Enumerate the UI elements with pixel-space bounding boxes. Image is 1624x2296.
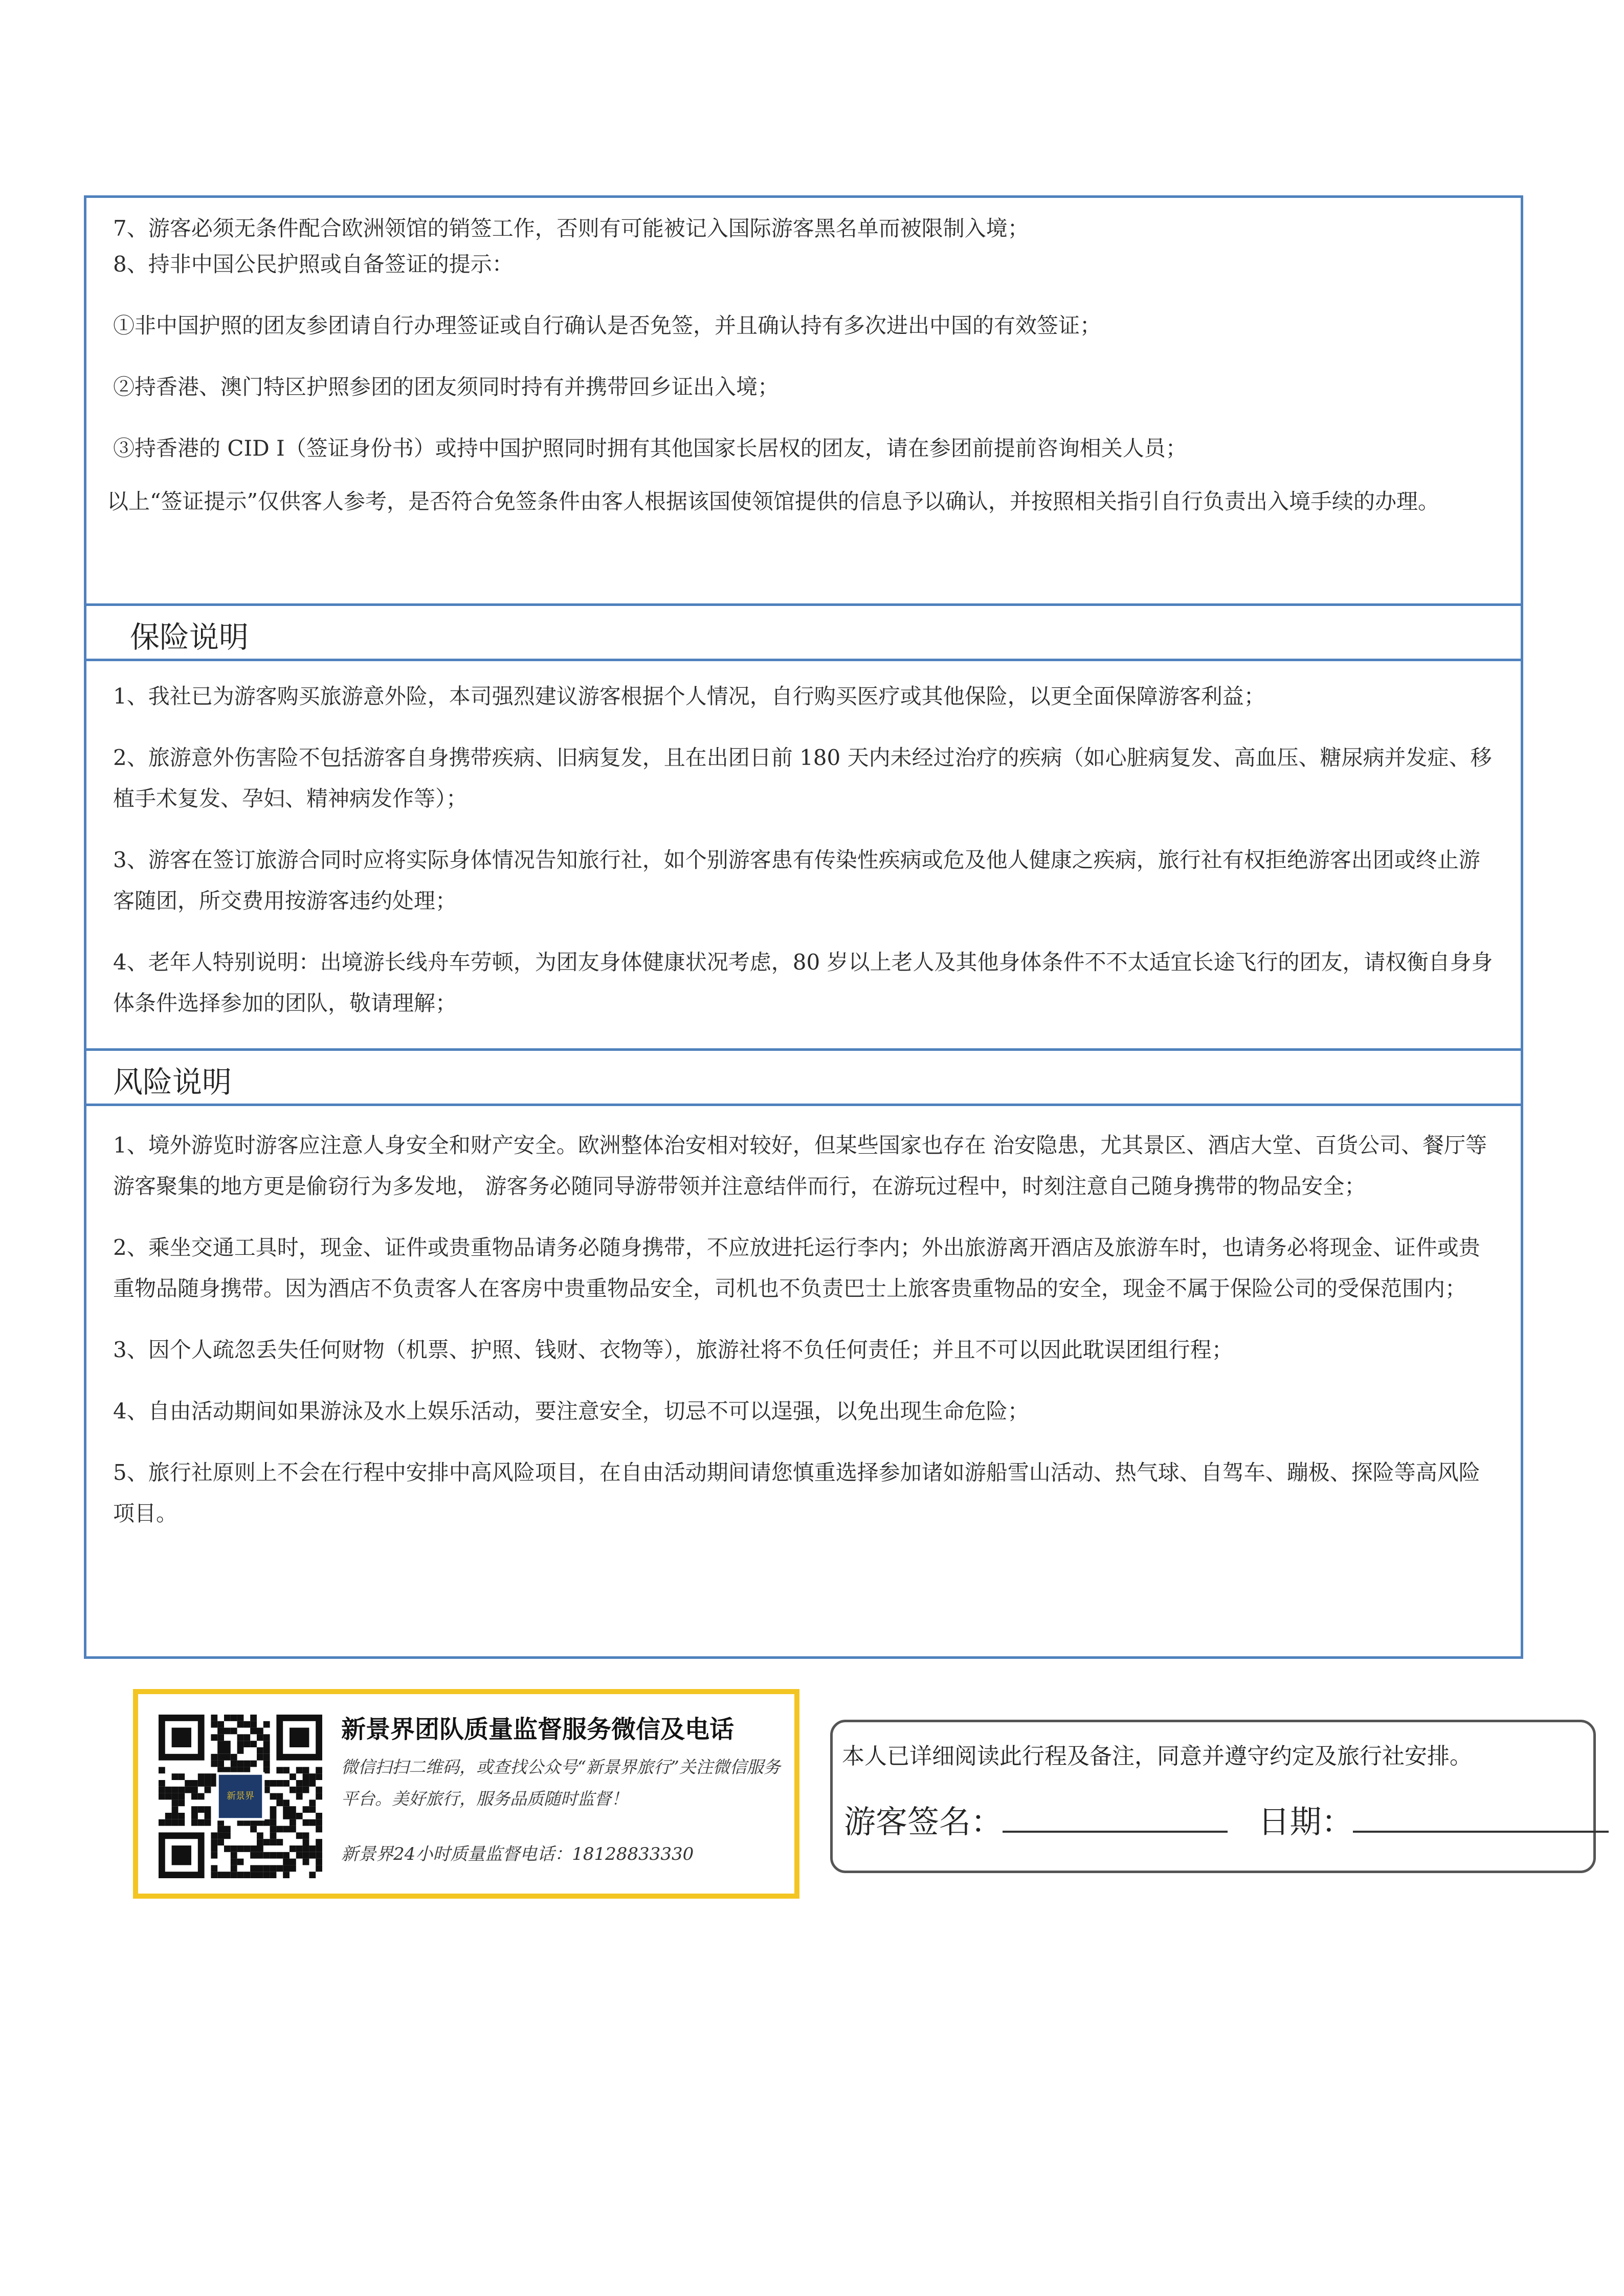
date-label: 日期： (1258, 1803, 1353, 1840)
visa-item-7: 7、游客必须无条件配合欧洲领馆的销签工作，否则有可能被记入国际游客黑名单而被限制入境； (113, 216, 1029, 241)
visa-note: 以上“签证提示”仅供客人参考，是否符合免签条件由客人根据该国使领馆提供的信息予以确认，并按照相关指引自行负责出入境手续的办理。 (107, 489, 1439, 514)
insurance-section (86, 676, 1521, 1024)
qr-card-title: 新景界团队质量监督服务微信及电话 (341, 1715, 735, 1744)
insurance-item-3: 3、游客在签订旅游合同时应将实际身体情况告知旅行社，如个别游客患有传染性疾病或危及他人健康之疾病，旅行社有权拒绝游客出团或终止游客随团，所交费用按游客违约处理； (113, 847, 1480, 913)
risk-section (86, 1125, 1521, 1534)
qr-card-description: 微信扫扫二维码，或查找公众号“新景界旅行”关注微信服务平台。美好旅行，服务品质随时监督！ (341, 1757, 781, 1809)
signature-field[interactable] (1003, 1826, 1228, 1833)
qr-logo-text: 新景界 (227, 1791, 254, 1802)
risk-item-4: 4、自由活动期间如果游泳及水上娱乐活动，要注意安全，切忌不可以逞强，以免出现生命危险； (113, 1399, 1029, 1424)
date-field[interactable] (1353, 1826, 1609, 1833)
wechat-qr-code-icon[interactable] (159, 1715, 322, 1878)
agreement-statement: 本人已详细阅读此行程及备注，同意并遵守约定及旅行社安排。 (842, 1743, 1472, 1769)
qr-card-phone: 新景界24小时质量监督电话：18128833330 (341, 1844, 694, 1864)
signature-row (844, 1796, 1609, 1842)
visa-item-8: 8、持非中国公民护照或自备签证的提示： (113, 252, 514, 277)
risk-title: 风险说明 (113, 1065, 232, 1099)
visa-section (86, 208, 1521, 522)
risk-header (86, 1048, 1521, 1106)
risk-item-2: 2、乘坐交通工具时，现金、证件或贵重物品请务必随身携带，不应放进托运行李内；外出旅游离开酒店及旅游车时，也请务必将现金、证件或贵重物品随身携带。因为酒店不负责客人在客房中贵重物品安全，司机也不负责巴士上旅客贵重物品的安全，现金不属于保险公司的受保范围内； (113, 1235, 1480, 1301)
signature-label: 游客签名： (844, 1803, 1003, 1840)
insurance-item-4: 4、老年人特别说明：出境游长线舟车劳顿，为团友身体健康状况考虑，80 岁以上老人及其他身体条件不不太适宜长途飞行的团友，请权衡自身身体条件选择参加的团队，敬请理解； (113, 950, 1493, 1016)
insurance-item-1: 1、我社已为游客购买旅游意外险，本司强烈建议游客根据个人情况，自行购买医疗或其他保险，以更全面保障游客利益； (113, 684, 1265, 709)
risk-item-1: 1、境外游览时游客应注意人身安全和财产安全。欧洲整体治安相对较好，但某些国家也存在 治安隐患，尤其景区、酒店大堂、百货公司、餐厅等游客聚集的地方更是偷窃行为多发地， 游客务必随同导游带领并注意结伴而行，在游玩过程中，时刻注意自己随身携带的物品安全； (113, 1133, 1487, 1199)
notes-frame (84, 195, 1523, 1659)
insurance-item-2: 2、旅游意外伤害险不包括游客自身携带疾病、旧病复发，且在出团日前 180 天内未经过治疗的疾病（如心脏病复发、高血压、糖尿病并发症、移植手术复发、孕妇、精神病发作等）； (113, 745, 1492, 811)
visa-sub-item-2: ②持香港、澳门特区护照参团的团友须同时持有并携带回乡证出入境； (113, 374, 780, 399)
risk-item-5: 5、旅行社原则上不会在行程中安排中高风险项目，在自由活动期间请您慎重选择参加诸如游船雪山活动、热气球、自驾车、蹦极、探险等高风险项目。 (113, 1460, 1480, 1526)
risk-item-3: 3、因个人疏忽丢失任何财物（机票、护照、钱财、衣物等），旅游社将不负任何责任；并且不可以因此耽误团组行程； (113, 1337, 1233, 1362)
signature-card (830, 1720, 1596, 1873)
visa-sub-item-1: ①非中国护照的团友参团请自行办理签证或自行确认是否免签，并且确认持有多次进出中国的有效签证； (113, 313, 1102, 338)
visa-sub-item-3: ③持香港的 CID I（签证身份书）或持中国护照同时拥有其他国家长居权的团友，请在参团前提前咨询相关人员； (113, 436, 1187, 461)
insurance-header (86, 603, 1521, 661)
quality-supervision-card (133, 1689, 799, 1899)
insurance-title: 保险说明 (130, 620, 249, 655)
